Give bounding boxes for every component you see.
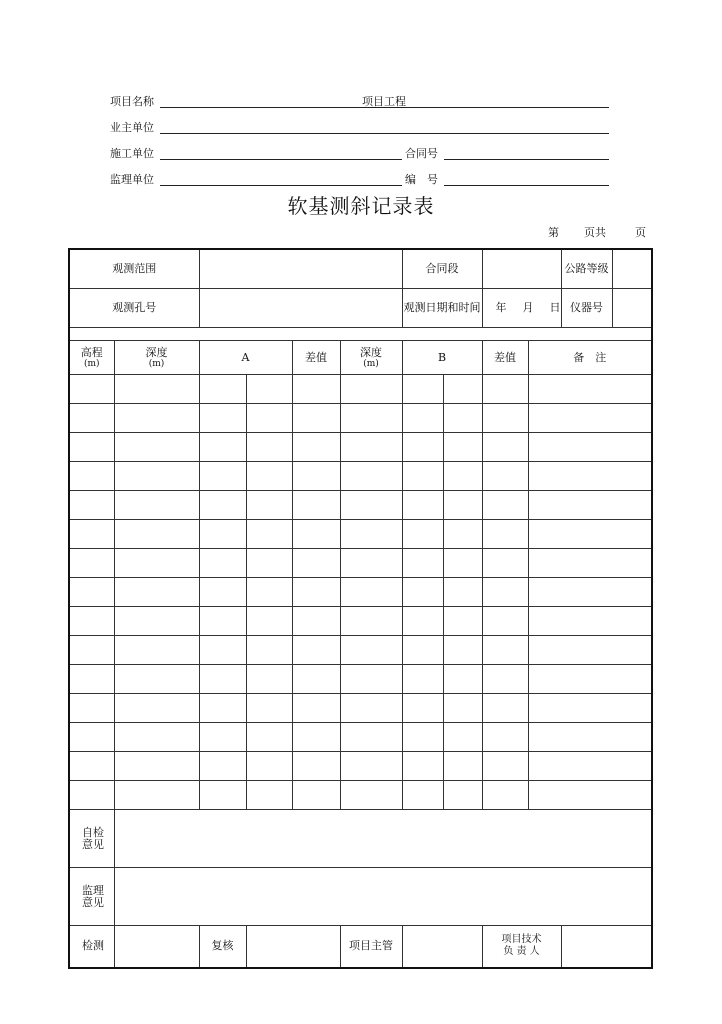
table-cell[interactable] bbox=[340, 549, 402, 578]
page-info-ye: 页 bbox=[635, 226, 646, 239]
table-cell[interactable] bbox=[246, 607, 292, 636]
table-cell[interactable] bbox=[402, 375, 443, 404]
table-cell[interactable] bbox=[246, 781, 292, 810]
table-cell[interactable] bbox=[443, 665, 482, 694]
table-cell[interactable] bbox=[69, 781, 114, 810]
table-cell[interactable] bbox=[528, 578, 652, 607]
self-check-opinion[interactable] bbox=[114, 810, 652, 868]
table-cell[interactable] bbox=[402, 433, 443, 462]
hole-no-label: 观测孔号 bbox=[69, 289, 199, 328]
table-cell[interactable] bbox=[199, 607, 246, 636]
spacer-row bbox=[69, 328, 652, 341]
table-cell[interactable] bbox=[69, 636, 114, 665]
col-elevation bbox=[69, 341, 114, 375]
page-title: 软基测斜记录表 bbox=[287, 194, 435, 218]
info-row-2 bbox=[69, 289, 652, 328]
table-cell[interactable] bbox=[482, 752, 528, 781]
table-cell[interactable] bbox=[528, 375, 652, 404]
range-value[interactable] bbox=[199, 249, 402, 289]
tech-lead-label-1: 项目技术 bbox=[501, 934, 542, 946]
table-cell[interactable] bbox=[292, 375, 340, 404]
owner-field[interactable] bbox=[160, 133, 609, 134]
date-time-value[interactable] bbox=[482, 289, 561, 328]
table-cell[interactable] bbox=[402, 694, 443, 723]
table-cell[interactable] bbox=[340, 694, 402, 723]
table-cell[interactable] bbox=[69, 491, 114, 520]
table-cell[interactable] bbox=[402, 636, 443, 665]
table-cell[interactable] bbox=[246, 462, 292, 491]
table-cell[interactable] bbox=[482, 665, 528, 694]
supervision-row bbox=[69, 868, 652, 926]
table-cell[interactable] bbox=[443, 723, 482, 752]
table-cell[interactable] bbox=[340, 404, 402, 433]
project-name-row bbox=[110, 93, 610, 109]
table-cell[interactable] bbox=[246, 549, 292, 578]
table-cell[interactable] bbox=[199, 578, 246, 607]
table-cell[interactable] bbox=[482, 723, 528, 752]
supervision-label-1: 监理 bbox=[82, 883, 104, 897]
road-grade-label: 公路等级 bbox=[562, 250, 613, 288]
table-row bbox=[69, 491, 652, 520]
table-row bbox=[69, 723, 652, 752]
table-cell[interactable] bbox=[69, 752, 114, 781]
table-cell[interactable] bbox=[246, 433, 292, 462]
table-cell[interactable] bbox=[199, 404, 246, 433]
project-manager-label: 项目主管 bbox=[340, 926, 402, 968]
table-cell[interactable] bbox=[443, 433, 482, 462]
table-cell[interactable] bbox=[292, 723, 340, 752]
table-cell[interactable] bbox=[199, 462, 246, 491]
table-cell[interactable] bbox=[482, 578, 528, 607]
table-cell[interactable] bbox=[402, 781, 443, 810]
table-cell[interactable] bbox=[292, 607, 340, 636]
table-cell[interactable] bbox=[482, 607, 528, 636]
table-row bbox=[69, 404, 652, 433]
table-cell[interactable] bbox=[528, 549, 652, 578]
table-row bbox=[69, 578, 652, 607]
table-cell[interactable] bbox=[199, 752, 246, 781]
tech-lead-label-2: 负 责 人 bbox=[503, 946, 540, 958]
table-cell[interactable] bbox=[292, 491, 340, 520]
table-cell[interactable] bbox=[114, 607, 199, 636]
table-cell[interactable] bbox=[246, 636, 292, 665]
table-cell[interactable] bbox=[246, 520, 292, 549]
table-cell[interactable] bbox=[114, 781, 199, 810]
supervisor-field[interactable] bbox=[160, 185, 402, 186]
self-check-label-1: 自检 bbox=[82, 825, 104, 839]
record-table bbox=[68, 248, 653, 969]
contract-no-label: 合同号 bbox=[405, 147, 438, 160]
table-cell[interactable] bbox=[402, 665, 443, 694]
supervisor-row bbox=[110, 171, 610, 187]
inspect-sign[interactable] bbox=[114, 926, 199, 968]
table-cell[interactable] bbox=[443, 375, 482, 404]
col-b: B bbox=[402, 341, 482, 375]
table-cell[interactable] bbox=[246, 404, 292, 433]
table-cell[interactable] bbox=[292, 578, 340, 607]
table-cell[interactable] bbox=[292, 694, 340, 723]
review-sign[interactable] bbox=[246, 926, 340, 968]
table-row bbox=[69, 607, 652, 636]
table-row bbox=[69, 694, 652, 723]
col-a: A bbox=[199, 341, 292, 375]
table-cell[interactable] bbox=[340, 723, 402, 752]
table-cell[interactable] bbox=[199, 549, 246, 578]
table-row bbox=[69, 636, 652, 665]
table-cell[interactable] bbox=[340, 375, 402, 404]
range-label: 观测范围 bbox=[69, 249, 199, 289]
contractor-label: 施工单位 bbox=[110, 147, 154, 160]
table-cell[interactable] bbox=[69, 578, 114, 607]
col-depth2 bbox=[340, 341, 402, 375]
road-grade-value[interactable] bbox=[613, 250, 652, 288]
col-depth bbox=[114, 341, 199, 375]
signature-row bbox=[69, 926, 652, 968]
table-cell[interactable] bbox=[114, 375, 199, 404]
table-cell[interactable] bbox=[246, 752, 292, 781]
tech-lead-label bbox=[482, 926, 561, 968]
table-cell[interactable] bbox=[114, 636, 199, 665]
table-cell[interactable] bbox=[69, 433, 114, 462]
table-row bbox=[69, 752, 652, 781]
table-cell[interactable] bbox=[340, 491, 402, 520]
table-cell[interactable] bbox=[443, 752, 482, 781]
table-cell[interactable] bbox=[528, 723, 652, 752]
table-cell[interactable] bbox=[443, 462, 482, 491]
table-cell[interactable] bbox=[69, 665, 114, 694]
contract-section-value[interactable] bbox=[482, 249, 561, 289]
month-label: 月 bbox=[522, 301, 534, 314]
contract-no-field[interactable] bbox=[444, 159, 609, 160]
instrument-value[interactable] bbox=[613, 289, 652, 327]
table-cell[interactable] bbox=[69, 404, 114, 433]
table-cell[interactable] bbox=[482, 781, 528, 810]
serial-label: 编 号 bbox=[405, 173, 438, 186]
table-cell[interactable] bbox=[199, 665, 246, 694]
table-cell[interactable] bbox=[69, 375, 114, 404]
table-cell[interactable] bbox=[114, 404, 199, 433]
table-cell[interactable] bbox=[402, 752, 443, 781]
date-time-label: 观测日期和时间 bbox=[402, 289, 482, 328]
table-cell[interactable] bbox=[482, 694, 528, 723]
table-cell[interactable] bbox=[482, 462, 528, 491]
table-cell[interactable] bbox=[443, 607, 482, 636]
table-cell[interactable] bbox=[340, 752, 402, 781]
table-cell[interactable] bbox=[443, 491, 482, 520]
table-cell[interactable] bbox=[482, 549, 528, 578]
table-cell[interactable] bbox=[69, 520, 114, 549]
table-cell[interactable] bbox=[246, 665, 292, 694]
table-cell[interactable] bbox=[114, 665, 199, 694]
table-cell[interactable] bbox=[292, 781, 340, 810]
table-cell[interactable] bbox=[69, 549, 114, 578]
col-depth2-label: 深度 bbox=[360, 345, 382, 359]
table-cell[interactable] bbox=[69, 723, 114, 752]
table-cell[interactable] bbox=[340, 433, 402, 462]
table-cell[interactable] bbox=[246, 578, 292, 607]
table-cell[interactable] bbox=[443, 404, 482, 433]
table-cell[interactable] bbox=[292, 665, 340, 694]
table-cell[interactable] bbox=[292, 520, 340, 549]
self-check-label-2: 意见 bbox=[82, 837, 104, 851]
table-cell[interactable] bbox=[402, 578, 443, 607]
table-cell[interactable] bbox=[528, 491, 652, 520]
inspect-label: 检测 bbox=[69, 926, 114, 968]
table-cell[interactable] bbox=[69, 462, 114, 491]
table-cell[interactable] bbox=[114, 549, 199, 578]
contractor-row bbox=[110, 145, 610, 161]
table-cell[interactable] bbox=[340, 520, 402, 549]
table-cell[interactable] bbox=[528, 462, 652, 491]
table-cell[interactable] bbox=[69, 607, 114, 636]
table-row bbox=[69, 433, 652, 462]
table-cell[interactable] bbox=[199, 520, 246, 549]
table-cell[interactable] bbox=[199, 694, 246, 723]
table-cell[interactable] bbox=[340, 578, 402, 607]
owner-row bbox=[110, 119, 610, 135]
table-cell[interactable] bbox=[402, 404, 443, 433]
table-cell[interactable] bbox=[482, 375, 528, 404]
table-cell[interactable] bbox=[528, 781, 652, 810]
table-cell[interactable] bbox=[246, 491, 292, 520]
table-cell[interactable] bbox=[402, 549, 443, 578]
col-diff2: 差值 bbox=[482, 341, 528, 375]
table-cell[interactable] bbox=[114, 433, 199, 462]
table-cell[interactable] bbox=[528, 694, 652, 723]
self-check-label bbox=[69, 810, 114, 868]
supervisor-label: 监理单位 bbox=[110, 173, 154, 186]
table-cell[interactable] bbox=[69, 694, 114, 723]
table-row bbox=[69, 665, 652, 694]
contract-section-label: 合同段 bbox=[402, 249, 482, 289]
table-cell[interactable] bbox=[443, 781, 482, 810]
table-cell[interactable] bbox=[246, 694, 292, 723]
supervision-opinion[interactable] bbox=[114, 868, 652, 926]
table-cell[interactable] bbox=[199, 723, 246, 752]
owner-label: 业主单位 bbox=[110, 121, 154, 134]
column-header-row bbox=[69, 341, 652, 375]
table-cell[interactable] bbox=[292, 752, 340, 781]
info-row-1 bbox=[69, 249, 652, 289]
table-cell[interactable] bbox=[482, 433, 528, 462]
table-cell[interactable] bbox=[199, 433, 246, 462]
col-depth-unit: (m) bbox=[148, 358, 165, 369]
table-cell[interactable] bbox=[340, 665, 402, 694]
page-info-di: 第 bbox=[548, 226, 559, 239]
table-cell[interactable] bbox=[246, 375, 292, 404]
table-cell[interactable] bbox=[443, 520, 482, 549]
table-cell[interactable] bbox=[482, 491, 528, 520]
col-depth-label: 深度 bbox=[145, 345, 168, 359]
table-cell[interactable] bbox=[528, 607, 652, 636]
table-cell[interactable] bbox=[402, 723, 443, 752]
table-cell[interactable] bbox=[443, 549, 482, 578]
table-cell[interactable] bbox=[292, 549, 340, 578]
col-diff: 差值 bbox=[292, 341, 340, 375]
table-cell[interactable] bbox=[340, 636, 402, 665]
supervision-label-2: 意见 bbox=[82, 895, 104, 909]
table-cell[interactable] bbox=[443, 636, 482, 665]
instrument-label: 仪器号 bbox=[562, 289, 613, 327]
table-cell[interactable] bbox=[482, 404, 528, 433]
table-cell[interactable] bbox=[402, 607, 443, 636]
col-remark: 备 注 bbox=[528, 341, 652, 375]
table-cell[interactable] bbox=[114, 491, 199, 520]
supervision-label bbox=[69, 868, 114, 926]
table-cell[interactable] bbox=[340, 781, 402, 810]
project-name-label: 项目名称 bbox=[110, 95, 154, 108]
table-row bbox=[69, 375, 652, 404]
table-cell[interactable] bbox=[528, 404, 652, 433]
table-row bbox=[69, 462, 652, 491]
contractor-field[interactable] bbox=[160, 159, 402, 160]
table-cell[interactable] bbox=[402, 520, 443, 549]
table-cell[interactable] bbox=[528, 752, 652, 781]
table-cell[interactable] bbox=[114, 752, 199, 781]
table-cell[interactable] bbox=[199, 491, 246, 520]
table-cell[interactable] bbox=[114, 723, 199, 752]
table-cell[interactable] bbox=[340, 607, 402, 636]
table-cell[interactable] bbox=[292, 636, 340, 665]
table-cell[interactable] bbox=[340, 462, 402, 491]
table-cell[interactable] bbox=[114, 578, 199, 607]
col-elevation-unit: (m) bbox=[83, 358, 100, 369]
tech-lead-sign[interactable] bbox=[561, 926, 652, 968]
table-row bbox=[69, 549, 652, 578]
table-cell[interactable] bbox=[292, 433, 340, 462]
table-cell[interactable] bbox=[528, 520, 652, 549]
table-cell[interactable] bbox=[199, 375, 246, 404]
project-manager-sign[interactable] bbox=[402, 926, 482, 968]
table-row bbox=[69, 781, 652, 810]
table-cell[interactable] bbox=[292, 404, 340, 433]
table-cell[interactable] bbox=[292, 462, 340, 491]
table-cell[interactable] bbox=[482, 636, 528, 665]
review-label: 复核 bbox=[199, 926, 246, 968]
table-cell[interactable] bbox=[402, 491, 443, 520]
table-cell[interactable] bbox=[443, 578, 482, 607]
project-name-value: 项目工程 bbox=[362, 95, 406, 108]
table-cell[interactable] bbox=[528, 665, 652, 694]
table-cell[interactable] bbox=[528, 433, 652, 462]
table-cell[interactable] bbox=[199, 781, 246, 810]
table-cell[interactable] bbox=[246, 723, 292, 752]
table-cell[interactable] bbox=[114, 520, 199, 549]
page-info-ye-gong: 页共 bbox=[584, 226, 606, 239]
table-cell[interactable] bbox=[199, 636, 246, 665]
table-cell[interactable] bbox=[482, 520, 528, 549]
table-cell[interactable] bbox=[528, 636, 652, 665]
day-label: 日 bbox=[549, 301, 561, 314]
hole-no-value[interactable] bbox=[199, 289, 402, 328]
table-cell[interactable] bbox=[114, 462, 199, 491]
year-label: 年 bbox=[495, 301, 507, 314]
table-cell[interactable] bbox=[443, 694, 482, 723]
self-check-row bbox=[69, 810, 652, 868]
col-elevation-label: 高程 bbox=[80, 345, 103, 359]
col-depth2-unit: (m) bbox=[363, 358, 379, 369]
table-row bbox=[69, 520, 652, 549]
table-cell[interactable] bbox=[402, 462, 443, 491]
serial-field[interactable] bbox=[444, 185, 609, 186]
table-cell[interactable] bbox=[114, 694, 199, 723]
